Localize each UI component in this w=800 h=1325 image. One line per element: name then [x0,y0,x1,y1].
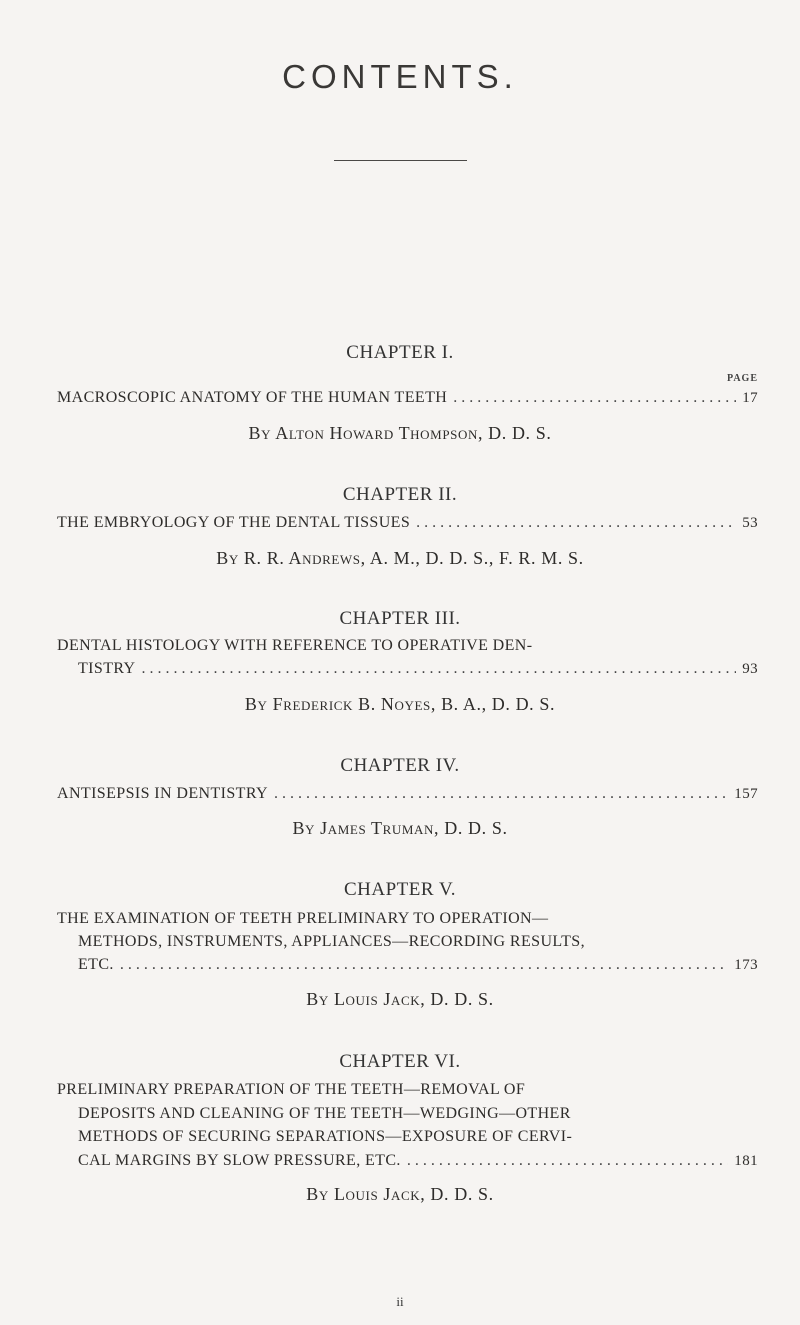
dot-leader [416,514,736,532]
toc-entry-line [57,910,758,934]
toc-entry-line [57,785,758,809]
toc-entry-line [57,637,758,661]
chapter-title-line: CAL MARGINS BY SLOW PRESSURE, ETC. [78,1152,401,1169]
chapter-author: By James Truman, D. D. S. [292,818,508,838]
chapter-heading: CHAPTER IV. [340,755,460,776]
toc-entry-line [78,660,758,684]
chapter-title-line: PRELIMINARY PREPARATION OF THE TEETH—REMOVAL OF [57,1081,526,1098]
folio-number: ii [396,1294,404,1309]
page-number: 173 [734,957,758,973]
toc-entry-line [78,933,758,957]
chapter-author: By Alton Howard Thompson, D. D. S. [248,423,552,443]
toc-entry-line [78,1152,758,1176]
title-rule [334,160,467,161]
chapter-heading: CHAPTER I. [346,342,454,363]
toc-entry-line [78,1128,758,1152]
chapter-author: By Frederick B. Noyes, B. A., D. D. S. [244,694,556,714]
page-number: 181 [734,1153,758,1169]
toc-entry-line [57,1081,758,1105]
chapter-title-line: ANTISEPSIS IN DENTISTRY [57,785,268,802]
chapter-title-line: TISTRY [78,660,136,677]
chapter-heading: CHAPTER V. [344,879,456,900]
dot-leader [407,1152,728,1170]
chapter-title-line: DEPOSITS AND CLEANING OF THE TEETH—WEDGING—OTHER [78,1105,571,1122]
chapter-author: By Louis Jack, D. D. S. [306,1184,494,1204]
page-number: 93 [742,661,758,677]
chapter-title-line: DENTAL HISTOLOGY WITH REFERENCE TO OPERATIVE DEN- [57,637,533,654]
chapter-heading: CHAPTER II. [342,484,458,505]
page-number: 53 [742,515,758,531]
chapter-title-line: THE EMBRYOLOGY OF THE DENTAL TISSUES [57,514,411,531]
dot-leader [120,956,728,974]
toc-entry-line [57,389,758,413]
chapter-title-line: METHODS OF SECURING SEPARATIONS—EXPOSURE OF CERVI- [78,1128,573,1145]
chapter-author: By R. R. Andrews, A. M., D. D. S., F. R. M. S. [216,548,584,568]
dot-leader [142,660,737,678]
chapter-heading: CHAPTER III. [339,608,461,629]
toc-entry-line [57,514,758,538]
chapter-heading: CHAPTER VI. [339,1051,461,1072]
page-number: 17 [742,390,758,406]
chapter-author: By Louis Jack, D. D. S. [306,989,494,1009]
chapter-title-line: THE EXAMINATION OF TEETH PRELIMINARY TO OPERATION— [57,910,549,927]
chapter-title-line: MACROSCOPIC ANATOMY OF THE HUMAN TEETH [57,389,448,406]
dot-leader [453,389,736,407]
chapter-title-line: ETC. [78,956,114,973]
toc-entry-line [78,956,758,980]
dot-leader [274,785,728,803]
page-column-label: PAGE [726,373,758,384]
page-title: CONTENTS. [282,58,518,95]
toc-entry-line [78,1105,758,1129]
chapter-title-line: METHODS, INSTRUMENTS, APPLIANCES—RECORDING RESULTS, [78,933,585,950]
page-number: 157 [734,786,758,802]
